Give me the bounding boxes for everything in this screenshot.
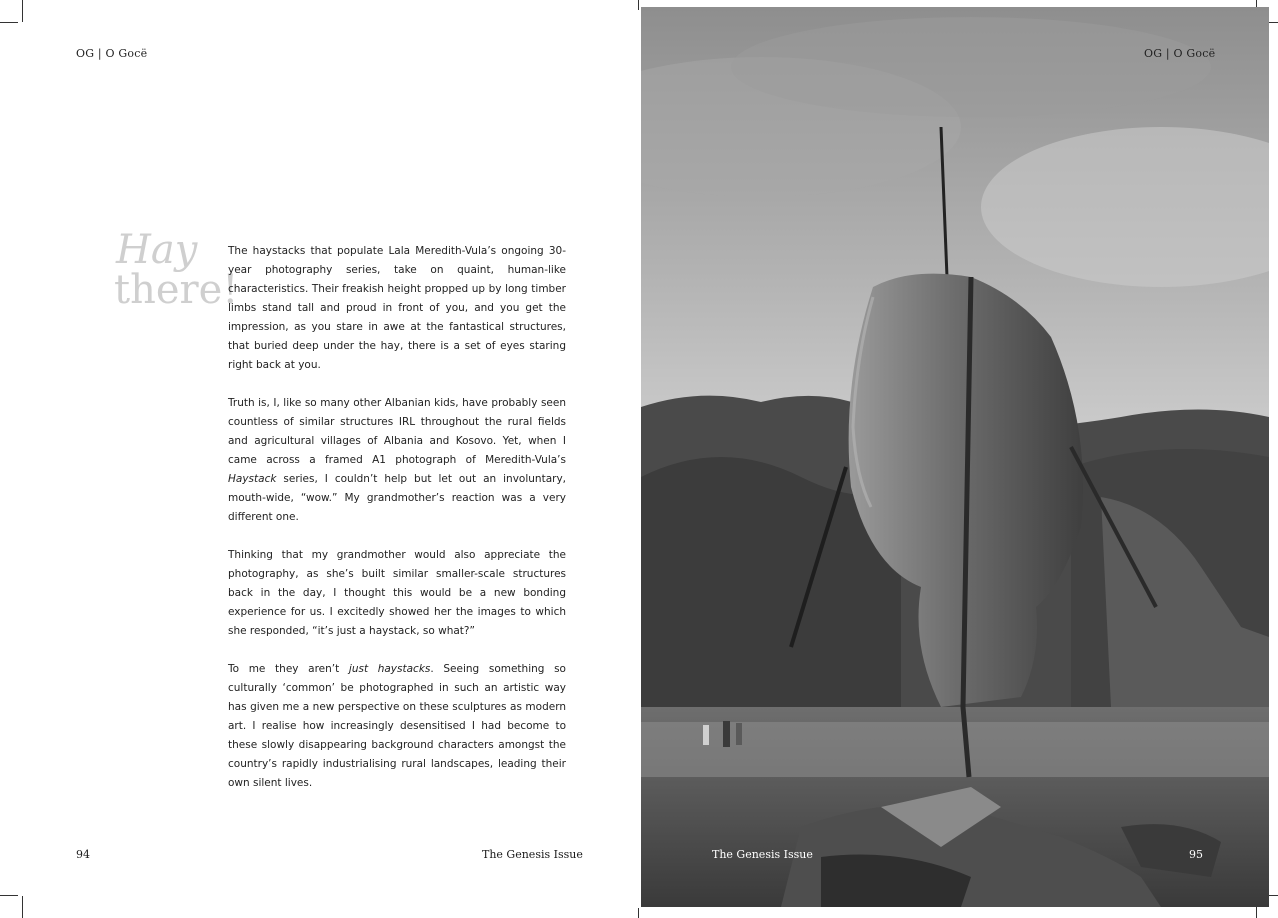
italic-text: just haystacks: [348, 663, 431, 675]
italic-text: Haystack: [228, 473, 277, 485]
crop-mark: [638, 0, 639, 10]
article-body: [228, 242, 566, 812]
crop-mark: [638, 908, 639, 918]
crop-mark: [0, 895, 18, 896]
issue-title: The Genesis Issue: [482, 848, 583, 861]
haystack-photo: [641, 7, 1269, 907]
pull-quote: [114, 227, 239, 313]
page-number: 95: [1189, 848, 1203, 861]
paragraph-text: series, I couldn’t help but let out an involuntary, mouth-wide, “wow.” My grandmother’s reaction was a very different one.: [228, 473, 566, 523]
paragraph-text: . Seeing something so culturally ‘common’ be photographed in such an artistic way has given me a new perspective on these sculptures as modern art. I realise how increasingly desensitised I had become to these slowly disappearing background characters amongst the country’s rapidly industrialising rural landscapes, leading their own silent lives.: [228, 663, 566, 789]
crop-mark: [0, 22, 18, 23]
issue-title: The Genesis Issue: [712, 848, 813, 861]
crop-mark: [22, 0, 23, 22]
paragraph: [228, 660, 566, 793]
paragraph: Thinking that my grandmother would also appreciate the photography, as she’s built similar smaller-scale structures back in the day, I thought this would be a new bonding experience for us. I excitedly showed her the images to which she responded, “it’s just a haystack, so what?”: [228, 549, 566, 637]
pull-quote-line: Hay: [116, 227, 198, 273]
paragraph: The haystacks that populate Lala Meredith-Vula’s ongoing 30-year photography series, take on quaint, human-like characteristics. Their freakish height propped up by long timber limbs stand tall and proud in front of you, and you get the impression, as you stare in awe at the fantastical structures, that buried deep under the hay, there is a set of eyes staring right back at you.: [228, 245, 566, 371]
running-header: OG | O Gocë: [1144, 47, 1216, 60]
paragraph-text: Truth is, I, like so many other Albanian kids, have probably seen countless of similar structures IRL throughout the rural fields and agricultural villages of Albania and Kosovo. Yet, when I came across a framed A1 photograph of Meredith-Vula’s: [228, 397, 566, 466]
crop-mark: [22, 896, 23, 918]
paragraph: [228, 394, 566, 527]
pull-quote-line: there!: [114, 267, 239, 313]
paragraph-text: To me they aren’t: [228, 663, 349, 675]
page-number: 94: [76, 848, 90, 861]
haystack-photo-graphic: [641, 7, 1269, 907]
running-header: OG | O Gocë: [76, 47, 148, 60]
